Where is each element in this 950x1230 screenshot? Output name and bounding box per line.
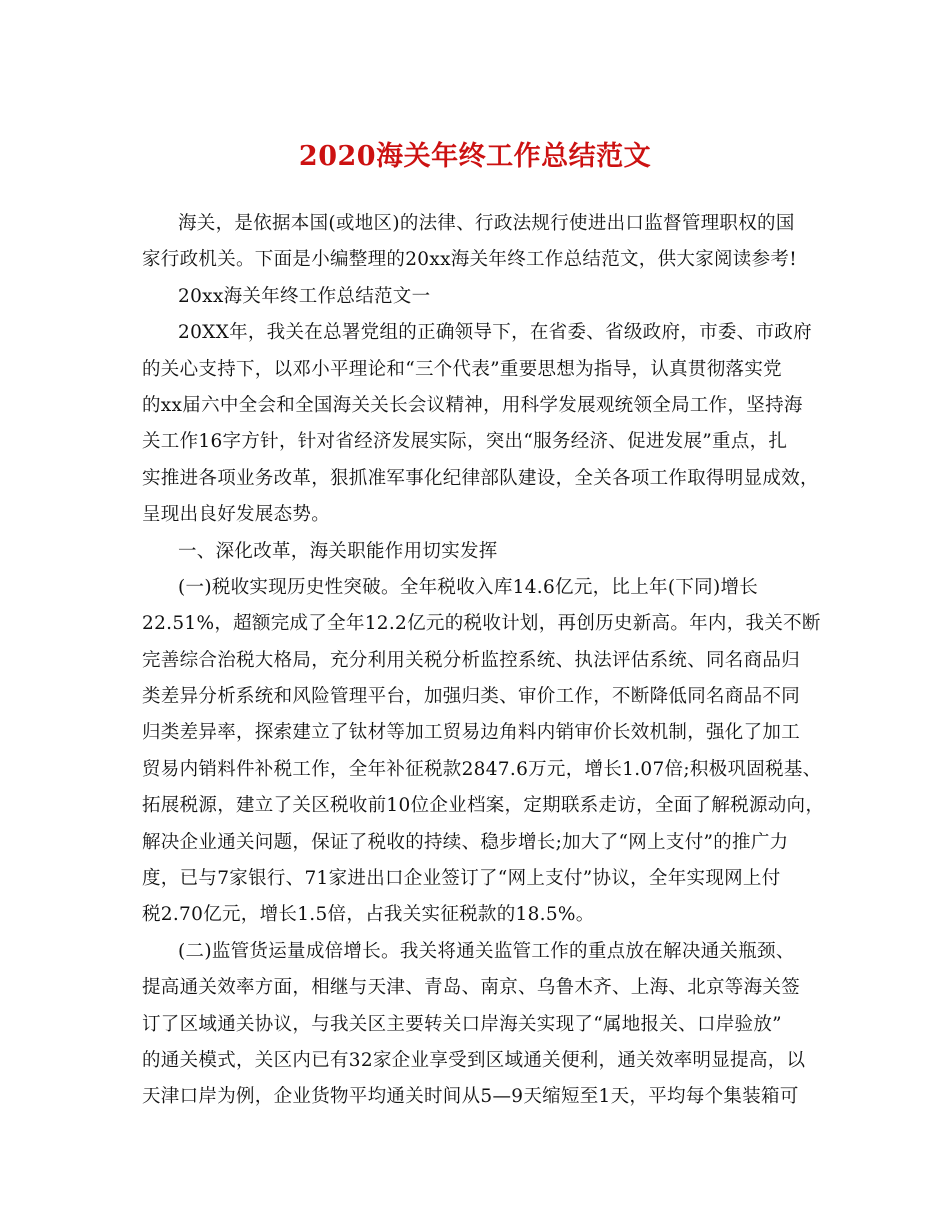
text-line: 实推进各项业务改革，狠抓准军事化纪律部队建设，全关各项工作取得明显成效， [142,467,819,489]
text-line: 归类差异率，探索建立了钛材等加工贸易边角料内销审价长效机制，强化了加工 [142,722,801,744]
text-line: 家行政机关。下面是小编整理的20xx海关年终工作总结范文，供大家阅读参考! [142,249,797,271]
text-line: 的xx届六中全会和全国海关关长会议精神，用科学发展观统领全局工作，坚持海 [142,394,803,416]
text-line: 税2.70亿元，增长1.5倍，占我关实征税款的18.5%。 [142,904,595,926]
text-line: 22.51%，超额完成了全年12.2亿元的税收计划，再创历史新高。年内，我关不断 [142,613,821,635]
text-line: 完善综合治税大格局，充分利用关税分析监控系统、执法评估系统、同名商品归 [142,649,801,671]
text-line: 类差异分析系统和风险管理平台，加强归类、审价工作，不断降低同名商品不同 [142,686,801,708]
text-line: 一、深化改革，海关职能作用切实发挥 [178,540,498,562]
text-line: 的通关模式，关区内已有32家企业享受到区域通关便利，通关效率明显提高，以 [142,1049,806,1071]
text-line: 天津口岸为例，企业货物平均通关时间从5—9天缩短至1天，平均每个集装箱可 [142,1086,799,1108]
document-body [142,206,825,1116]
text-line: 关工作16字方针，针对省经济发展实际，突出“服务经济、促进发展”重点，扎 [142,431,788,453]
text-line: 20XX年，我关在总署党组的正确领导下，在省委、省级政府，市委、市政府 [178,322,812,344]
text-line: 海关，是依据本国(或地区)的法律、行政法规行使进出口监督管理职权的国 [178,213,795,234]
text-line: (二)监管货运量成倍增长。我关将通关监管工作的重点放在解决通关瓶颈、 [178,940,795,962]
text-line: 订了区域通关协议，与我关区主要转关口岸海关实现了“属地报关、口岸验放” [142,1013,782,1035]
text-line: 解决企业通关问题，保证了税收的持续、稳步增长;加大了“网上支付”的推广力 [142,831,789,853]
text-line: 的关心支持下，以邓小平理论和“三个代表”重要思想为指导，认真贯彻落实党 [142,358,782,380]
text-line: 度，已与7家银行、71家进出口企业签订了“网上支付”协议，全年实现网上付 [142,868,781,890]
text-line: 拓展税源，建立了关区税收前10位企业档案，定期联系走访，全面了解税源动向， [142,795,825,817]
document-title: 2020海关年终工作总结范文 [298,141,652,172]
text-line: 贸易内销料件补税工作，全年补征税款2847.6万元，增长1.07倍;积极巩固税基、 [142,758,822,780]
text-line: (一)税收实现历史性突破。全年税收入库14.6亿元，比上年(下同)增长 [178,576,759,598]
text-line: 20xx海关年终工作总结范文一 [178,285,431,307]
text-line: 提高通关效率方面，相继与天津、青岛、南京、乌鲁木齐、上海、北京等海关签 [142,977,801,999]
text-line: 呈现出良好发展态势。 [142,504,331,526]
